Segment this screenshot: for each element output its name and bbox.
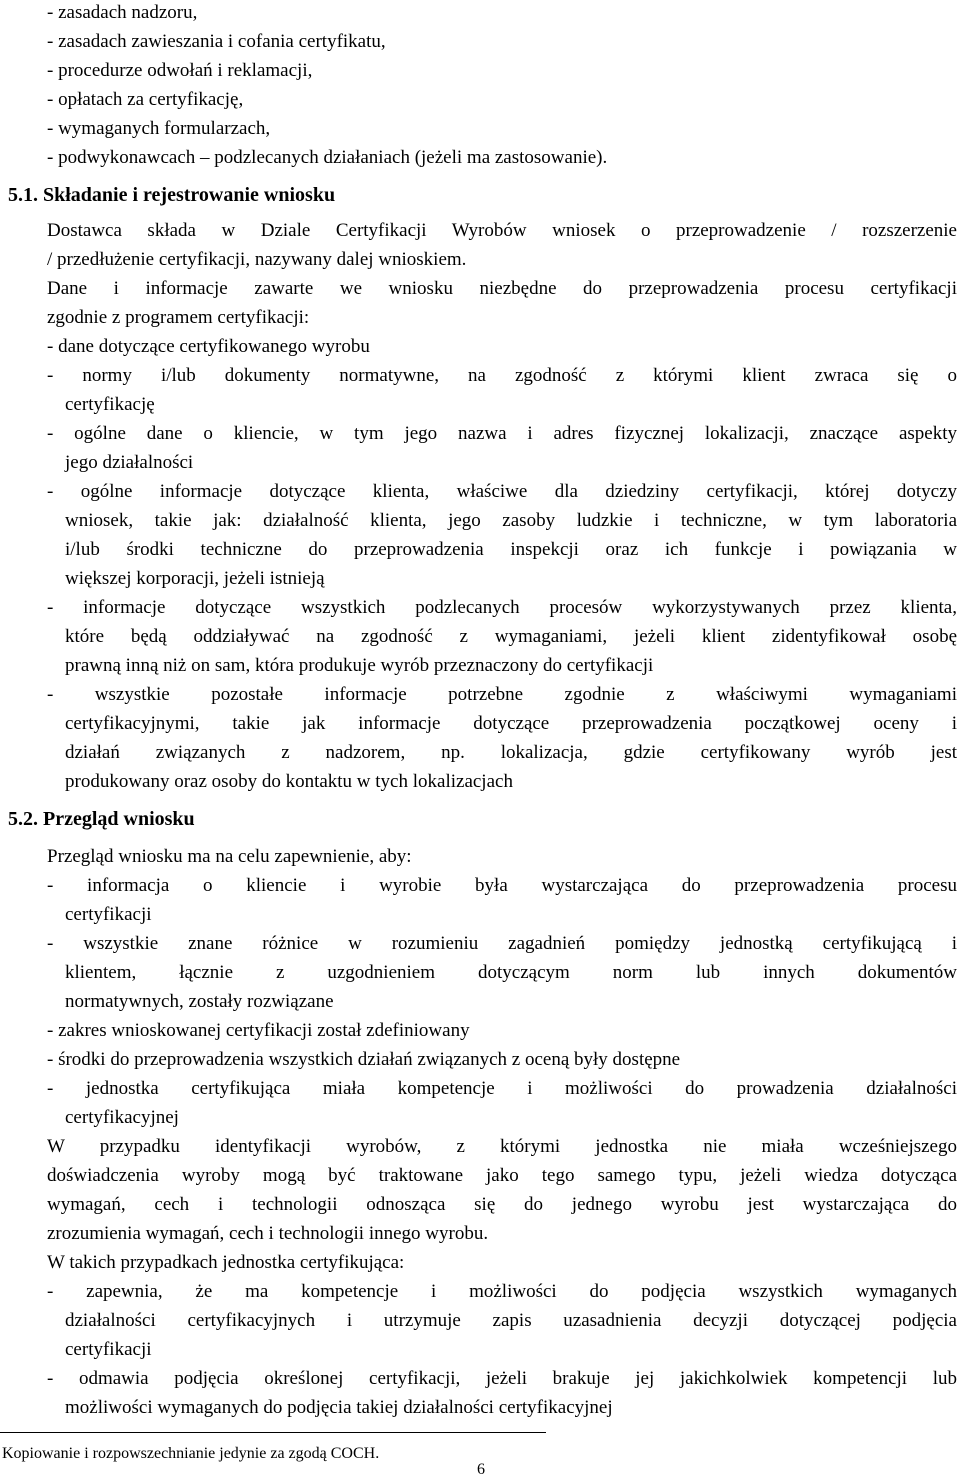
list-item: - normy i/lub dokumenty normatywne, na zgodność z którymi klient zwraca się o	[47, 365, 957, 386]
list-item: - zapewnia, że ma kompetencje i możliwości do podjęcia wszystkich wymaganych	[47, 1281, 957, 1302]
intro-list-item: - procedurze odwołań i reklamacji,	[47, 60, 313, 81]
footer-divider	[0, 1432, 546, 1433]
paragraph-line: / przedłużenie certyfikacji, nazywany dalej wnioskiem.	[47, 249, 467, 270]
section-heading-5-2: 5.2. Przegląd wniosku	[8, 808, 195, 830]
list-item-continuation: działalności certyfikacyjnych i utrzymuje zapis uzasadnienia decyzji dotyczącej podjęcia	[65, 1310, 957, 1331]
intro-list-item: - zasadach nadzoru,	[47, 2, 198, 23]
list-item: - wszystkie znane różnice w rozumieniu zagadnień pomiędzy jednostką certyfikującą i	[47, 933, 957, 954]
list-item-continuation: certyfikacji	[65, 1339, 152, 1360]
list-item: - odmawia podjęcia określonej certyfikacji, jeżeli brakuje jej jakichkolwiek kompetencji lub	[47, 1368, 957, 1389]
list-item-continuation: wniosek, takie jak: działalność klienta, jego zasoby ludzkie i techniczne, w tym laboratoria	[65, 510, 957, 531]
paragraph-line: W przypadku identyfikacji wyrobów, z którymi jednostka nie miała wcześniejszego	[47, 1136, 957, 1157]
paragraph-line: Dane i informacje zawarte we wniosku niezbędne do przeprowadzenia procesu certyfikacji	[47, 278, 957, 299]
intro-list-item: - wymaganych formularzach,	[47, 118, 271, 139]
list-item: - jednostka certyfikująca miała kompetencje i możliwości do prowadzenia działalności	[47, 1078, 957, 1099]
footer-note: Kopiowanie i rozpowszechnianie jedynie za zgodą COCH.	[2, 1445, 380, 1462]
list-item-continuation: certyfikację	[65, 394, 155, 415]
list-item: - informacja o kliencie i wyrobie była wystarczająca do przeprowadzenia procesu	[47, 875, 957, 896]
list-item: - ogólne informacje dotyczące klienta, właściwe dla dziedziny certyfikacji, której dotyczy	[47, 481, 957, 502]
list-item-continuation: które będą oddziaływać na zgodność z wymaganiami, jeżeli klient zidentyfikował osobę	[65, 626, 957, 647]
list-item: - dane dotyczące certyfikowanego wyrobu	[47, 336, 370, 357]
list-item: - środki do przeprowadzenia wszystkich działań związanych z oceną były dostępne	[47, 1049, 681, 1070]
section-heading-5-1: 5.1. Składanie i rejestrowanie wniosku	[8, 184, 336, 206]
page-number: 6	[477, 1461, 485, 1478]
list-item-continuation: certyfikacyjnymi, takie jak informacje dotyczące przeprowadzenia początkowej oceny i	[65, 713, 957, 734]
paragraph-line: Dostawca składa w Dziale Certyfikacji Wyrobów wniosek o przeprowadzenie / rozszerzenie	[47, 220, 957, 241]
list-item: - wszystkie pozostałe informacje potrzebne zgodnie z właściwymi wymaganiami	[47, 684, 957, 705]
paragraph-line: zgodnie z programem certyfikacji:	[47, 307, 310, 328]
list-item: - informacje dotyczące wszystkich podzlecanych procesów wykorzystywanych przez klienta,	[47, 597, 957, 618]
paragraph-line: wymagań, cech i technologii odnosząca się do jednego wyrobu jest wystarczająca do	[47, 1194, 957, 1215]
list-item: - ogólne dane o kliencie, w tym jego nazwa i adres fizycznej lokalizacji, znaczące aspekty	[47, 423, 957, 444]
intro-list-item: - opłatach za certyfikację,	[47, 89, 244, 110]
list-item-continuation: normatywnych, zostały rozwiązane	[65, 991, 334, 1012]
paragraph-line: Przegląd wniosku ma na celu zapewnienie, aby:	[47, 846, 412, 867]
list-item-continuation: certyfikacji	[65, 904, 152, 925]
list-item-continuation: i/lub środki techniczne do przeprowadzenia inspekcji oraz ich funkcje i powiązania w	[65, 539, 957, 560]
list-item: - zakres wnioskowanej certyfikacji został zdefiniowany	[47, 1020, 470, 1041]
list-item-continuation: klientem, łącznie z uzgodnieniem dotyczącym norm lub innych dokumentów	[65, 962, 957, 983]
list-item-continuation: prawną inną niż on sam, która produkuje wyrób przeznaczony do certyfikacji	[65, 655, 654, 676]
list-item-continuation: możliwości wymaganych do podjęcia takiej działalności certyfikacyjnej	[65, 1397, 613, 1418]
intro-list-item: - podwykonawcach – podzlecanych działaniach (jeżeli ma zastosowanie).	[47, 147, 608, 168]
list-item-continuation: produkowany oraz osoby do kontaktu w tych lokalizacjach	[65, 771, 513, 792]
paragraph-line: W takich przypadkach jednostka certyfikująca:	[47, 1252, 405, 1273]
paragraph-line: doświadczenia wyroby mogą być traktowane jako tego samego typu, jeżeli wiedza dotycząca	[47, 1165, 957, 1186]
list-item-continuation: certyfikacyjnej	[65, 1107, 179, 1128]
list-item-continuation: działań związanych z nadzorem, np. lokalizacja, gdzie certyfikowany wyrób jest	[65, 742, 957, 763]
list-item-continuation: jego działalności	[65, 452, 194, 473]
paragraph-line: zrozumienia wymagań, cech i technologii innego wyrobu.	[47, 1223, 489, 1244]
intro-list-item: - zasadach zawieszania i cofania certyfikatu,	[47, 31, 386, 52]
list-item-continuation: większej korporacji, jeżeli istnieją	[65, 568, 325, 589]
